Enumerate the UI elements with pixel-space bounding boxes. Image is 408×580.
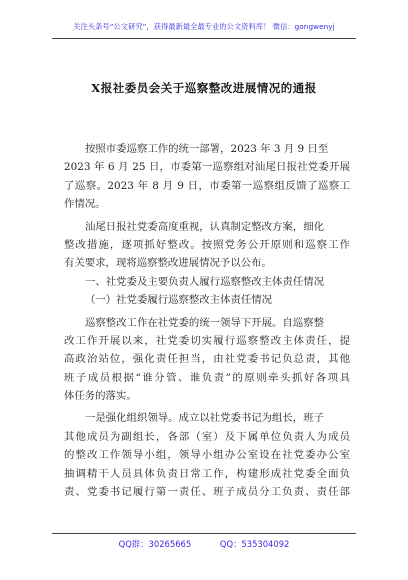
body-line: 改工作开展以来，社党委切实履行巡察整改主体责任，提 [64,334,350,347]
body-line: 的整改工作领导小组，领导小组办公室设在社党委办公室 [64,449,350,462]
section-heading: 一、社党委及主要负责人履行巡察整改主体责任情况 [85,275,324,288]
body-line: 抽调精干人员具体负责日常工作，构建形成社党委全面负 [64,467,350,480]
document-title: X报社委员会关于巡察整改进展情况的通报 [91,81,317,95]
page-header: 关注头条号“公文研究”，获得最新最全最专业的公文资料库！ 微信：gongwenyj [73,22,335,31]
header-divider [52,38,356,39]
subsection-heading: （一）社党委履行巡察整改主体责任情况 [85,294,273,307]
body-line: 一是强化组织领导。成立以社党委书记为组长，班子 [85,412,324,425]
body-line: 了巡察。2023 年 8 月 9 日，市委第一巡察组反馈了巡察工 [64,179,350,192]
body-line: 整改措施，逐项抓好整改。按照党务公开原则和巡察工作 [64,238,350,251]
body-line: 班子成员根据“谁分管、谁负责”的原则牵头抓好各项具 [64,371,350,384]
footer-divider [52,533,356,534]
body-line: 巡察整改工作在社党委的统一领导下开展。自巡察整 [85,316,324,329]
body-line: 2023 年 6 月 25 日，市委第一巡察组对汕尾日报社党委开展 [64,161,350,174]
body-line: 按照市委巡察工作的统一部署，2023 年 3 月 9 日至 [85,143,329,155]
body-line: 责、党委书记履行第一责任、班子成员分工负责、责任部 [64,486,350,499]
body-line: 有关要求，现将巡察整改进展情况予以公布。 [64,257,272,270]
page-footer [0,538,408,550]
body-line: 其他成员为副组长，各部（室）及下属单位负责人为成员 [64,430,350,443]
footer-qq-group: QQ群：30265665 [118,539,192,549]
body-line: 体任务的落实。 [64,390,137,403]
footer-qq: QQ：535304092 [219,539,290,549]
body-line: 高政治站位，强化责任担当，由社党委书记负总责，其他 [64,353,350,366]
body-line: 汕尾日报社党委高度重视，认真制定整改方案，细化 [85,220,324,233]
body-line: 作情况。 [64,198,106,211]
document-body [64,140,350,501]
